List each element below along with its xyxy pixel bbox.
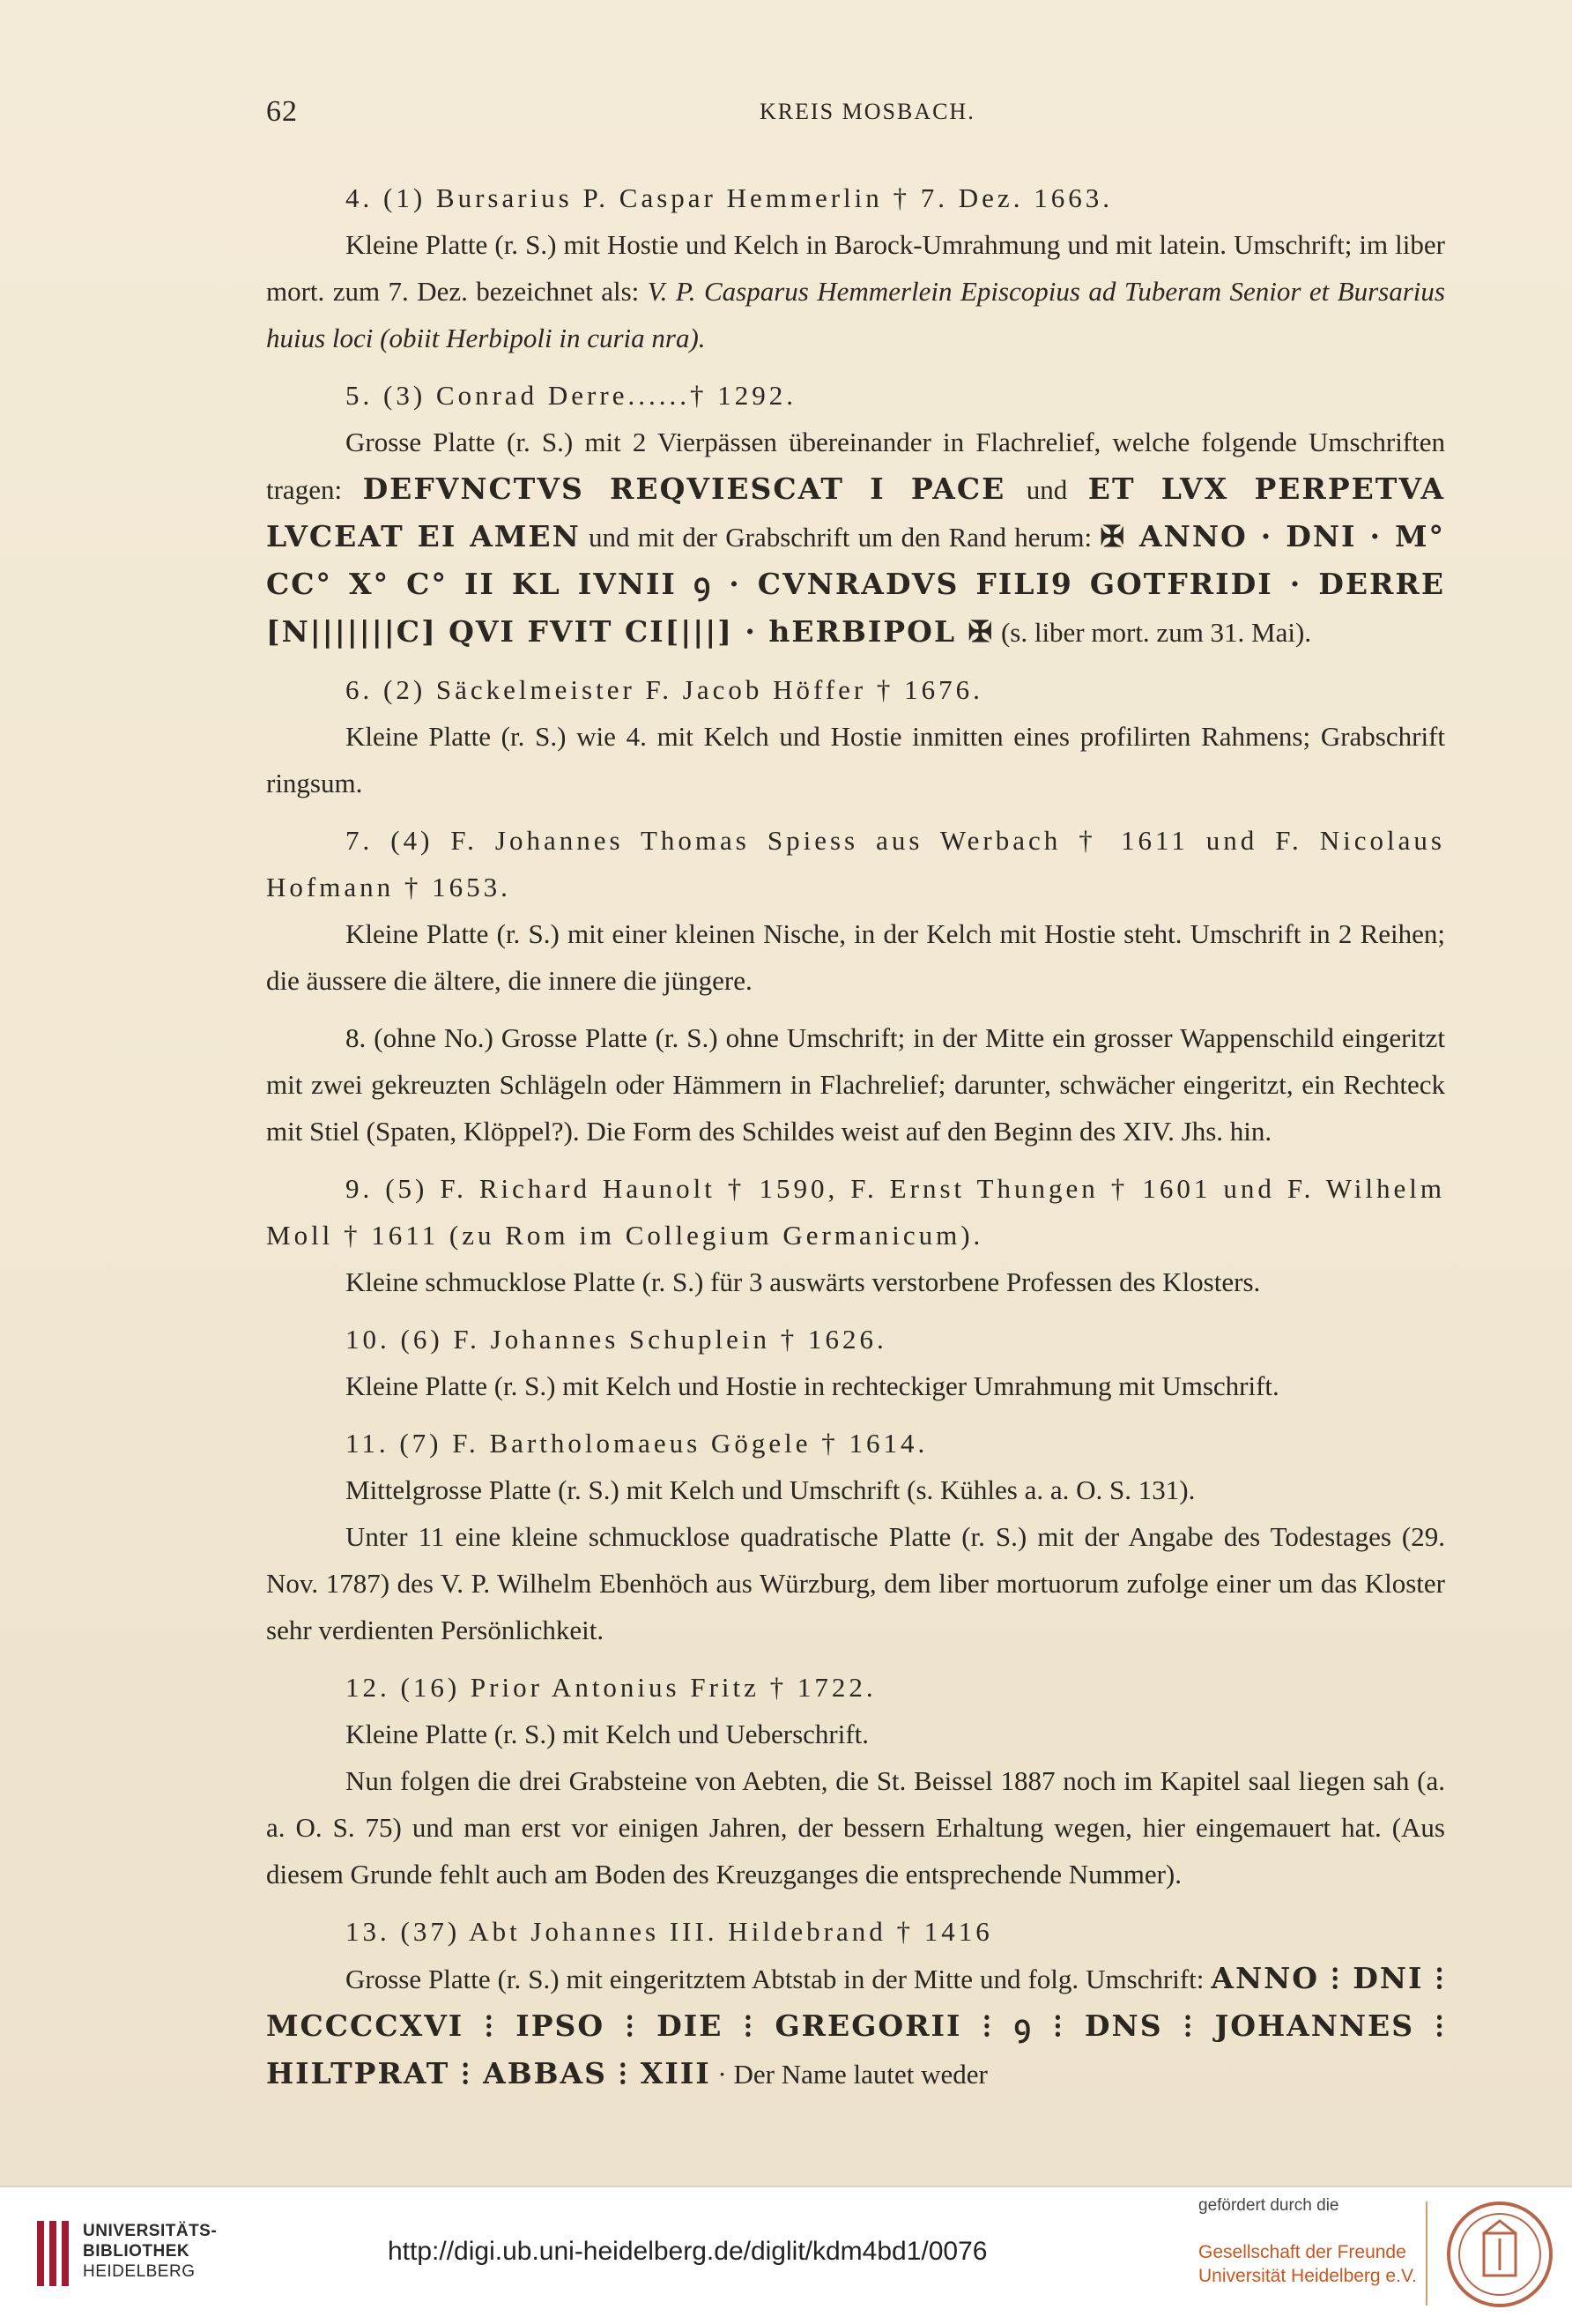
library-name-line: BIBLIOTHEK: [83, 2242, 190, 2261]
gothic-inscription: ✠ ANNO · DNI · M° CC° X° C° II KL IVNII ꝯ · CVNRADVS FILI9 GOTFRIDI · DERRE [N|||||||C] QVI FVIT CI[|||] · hERBIPOL ✠: [266, 519, 1445, 649]
entry-text: Nun folgen die drei Grabsteine von Aebten, die St. Beissel 1887 noch im Kapitel saal liegen sah (a. a. O. S. 75) und man erst vor einigen Jahren, der bessern Erhaltung wegen, hier eingemauert hat. (Aus diesem Grunde fehlt auch am Boden des Kreuzganges die entsprechende Nummer).: [266, 1765, 1445, 1890]
entry-text: Grosse Platte (r. S.) mit 2 Vierpässen übereinander in Flachrelief, welche folgende Umschriften tragen: DEFVNCTVS REQVIESCAT I PACE und ET LVX PERPETVA LVCEAT EI AMEN und mit der Grabschrift um den Rand herum: ✠ ANNO · DNI · M° CC° X° C° II KL IVNII ꝯ · CVNRADVS FILI9 GOTFRIDI · DERRE [N|||||||C] QVI FVIT CI[|||] · hERBIPOL ✠ (s. liber mort. zum 31. Mai).: [266, 427, 1446, 649]
library-name-line: UNIVERSITÄTS-: [83, 2222, 218, 2240]
entry-heading: 6. (2) Säckelmeister F. Jacob Höffer † 1676.: [345, 674, 983, 705]
library-name-line: HEIDELBERG: [83, 2262, 196, 2281]
entry-heading: 9. (5) F. Richard Haunolt † 1590, F. Ernst Thungen † 1601 und F. Wilhelm Moll † 1611 (zu Rom im Collegium Germanicum).: [266, 1173, 1445, 1251]
running-title: KREIS MOSBACH.: [760, 99, 975, 124]
gothic-inscription: DEFVNCTVS REQVIESCAT I PACE: [362, 471, 1006, 506]
entry-text: Kleine Platte (r. S.) mit Kelch und Ueberschrift.: [345, 1719, 870, 1749]
university-seal-icon: [1445, 2200, 1554, 2309]
page-body: [266, 174, 1445, 2098]
entry-text: Grosse Platte (r. S.) mit eingeritztem Abtstab in der Mitte und folg. Umschrift: ANNO ⁝ DNI ⁝ MCCCCXVI ⁝ IPSO ⁝ DIE ⁝ GREGORII ⁝ ꝯ ⁝ DNS ⁝ JOHANNES ⁝ HILTPRAT ⁝ ABBAS ⁝ XIII · Der Name lautet weder: [266, 1961, 1445, 2090]
entry-text: Kleine schmucklose Platte (r. S.) für 3 auswärts verstorbene Professen des Klosters.: [345, 1266, 1261, 1297]
entry-text: Unter 11 eine kleine schmucklose quadratische Platte (r. S.) mit der Angabe des Todestages (29. Nov. 1787) des V. P. Wilhelm Ebenhöch aus Würzburg, dem liber mortuorum zufolge einer um das Kloster sehr verdienten Persönlichkeit.: [266, 1521, 1445, 1645]
sponsor-label: gefördert durch die: [1198, 2196, 1339, 2215]
entry-text: Kleine Platte (r. S.) mit Hostie und Kelch in Barock-Umrahmung und mit latein. Umschrift; im liber mort. zum 7. Dez. bezeichnet als: V. P. Casparus Hemmerlein Episcopius ad Tuberam Senior et Bursarius huius loci (obiit Herbipoli in curia nra).: [266, 229, 1445, 353]
library-emblem-icon: [33, 2214, 72, 2293]
entry-text: Kleine Platte (r. S.) mit einer kleinen Nische, in der Kelch mit Hostie steht. Umschrift in 2 Reihen; die äussere die ältere, die innere die jüngere.: [266, 918, 1445, 996]
page-header: [266, 95, 1445, 130]
university-library-logo[interactable]: [33, 2214, 219, 2293]
entry-heading: 11. (7) F. Bartholomaeus Gögele † 1614.: [345, 1428, 929, 1459]
entry-text: 8. (ohne No.) Grosse Platte (r. S.) ohne Umschrift; in der Mitte ein grosser Wappenschild eingeritzt mit zwei gekreuzten Schlägeln oder Hämmern in Flachrelief; darunter, schwächer eingeritzt, ein Rechteck mit Stiel (Spaten, Klöppel?). Die Form des Schildes weist auf den Beginn des XIV. Jhs. hin.: [266, 1022, 1445, 1147]
sponsor-name[interactable]: Gesellschaft der Freunde Universität Heidelberg e.V.: [1198, 2242, 1417, 2286]
latin-inscription: V. P. Casparus Hemmerlein Episcopius ad Tuberam Senior et Bursarius huius loci (obiit Herbipoli in curia nra).: [266, 276, 1445, 353]
entry-text: Kleine Platte (r. S.) wie 4. mit Kelch und Hostie inmitten eines profilirten Rahmens; Grabschrift ringsum.: [266, 721, 1445, 798]
entry-text: Mittelgrosse Platte (r. S.) mit Kelch und Umschrift (s. Kühles a. a. O. S. 131).: [345, 1474, 1196, 1505]
entry-heading: 12. (16) Prior Antonius Fritz † 1722.: [345, 1672, 877, 1703]
entry-heading: 13. (37) Abt Johannes III. Hildebrand † 1416: [345, 1916, 993, 1947]
entry-heading: 7. (4) F. Johannes Thomas Spiess aus Werbach † 1611 und F. Nicolaus Hofmann † 1653.: [266, 825, 1445, 902]
viewer-footer: [0, 2186, 1572, 2324]
entry-heading: 4. (1) Bursarius P. Caspar Hemmerlin † 7. Dez. 1663.: [345, 182, 1113, 213]
divider: [1426, 2201, 1427, 2305]
entry-text: Kleine Platte (r. S.) mit Kelch und Hostie in rechteckiger Umrahmung mit Umschrift.: [345, 1370, 1279, 1401]
gothic-inscription: ANNO ⁝ DNI ⁝ MCCCCXVI ⁝ IPSO ⁝ DIE ⁝ GREGORII ⁝ ꝯ ⁝ DNS ⁝ JOHANNES ⁝ HILTPRAT ⁝ ABBAS ⁝ XIII: [266, 1961, 1445, 2090]
permalink-url[interactable]: http://digi.ub.uni-heidelberg.de/diglit/kdm4bd1/0076: [388, 2237, 988, 2266]
gothic-inscription: ET LVX PERPETVA LVCEAT EI AMEN: [266, 471, 1446, 553]
entry-heading: 5. (3) Conrad Derre......† 1292.: [345, 380, 797, 411]
entry-heading: 10. (6) F. Johannes Schuplein † 1626.: [345, 1324, 887, 1355]
page-number: 62: [266, 95, 298, 128]
